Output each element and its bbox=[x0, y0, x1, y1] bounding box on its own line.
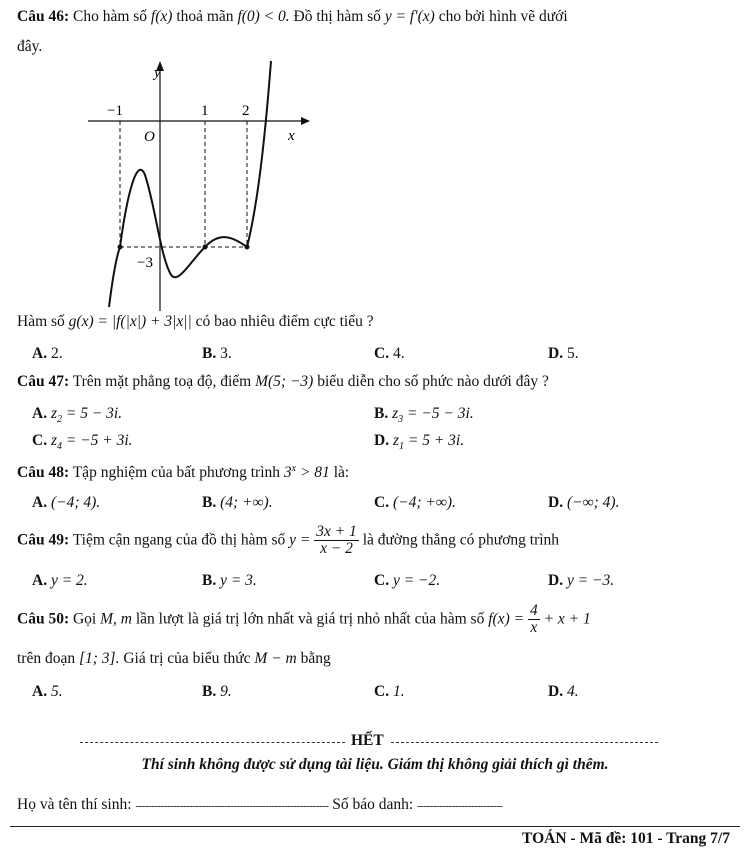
q48-option-a[interactable]: A. (−4; 4). bbox=[32, 494, 101, 511]
q50-fraction bbox=[528, 603, 540, 637]
q47-option-d[interactable]: D. $z_1 = 5 + 3i$. bbox=[374, 432, 465, 453]
q50-option-d[interactable]: D. 4. bbox=[548, 683, 579, 700]
candidate-info bbox=[17, 796, 502, 814]
q46-option-b[interactable]: B. 3. bbox=[202, 345, 232, 362]
q49-option-c[interactable]: C. y = −2. bbox=[374, 572, 441, 589]
q47-label: Câu 47: bbox=[17, 373, 70, 390]
y-axis-label: y bbox=[154, 65, 161, 81]
q46-deriv: y = f′(x) bbox=[384, 8, 435, 25]
q50-option-c[interactable]: C. 1. bbox=[374, 683, 405, 700]
q49-option-a[interactable]: A. y = 2. bbox=[32, 572, 88, 589]
tick-minus3: −3 bbox=[137, 255, 153, 271]
q50-denominator: x bbox=[530, 619, 538, 637]
q48-ineq: > 81 bbox=[296, 464, 330, 482]
footer-line bbox=[10, 826, 740, 827]
q46-cond: f(0) < 0. bbox=[237, 8, 290, 25]
q50-text-d: Giá trị của biểu thức bbox=[123, 650, 251, 667]
q47-text-b: biểu diễn cho số phức nào dưới đây ? bbox=[317, 373, 549, 390]
q46-fx: f(x) bbox=[150, 8, 173, 25]
origin-label: O bbox=[144, 129, 155, 145]
q46-question bbox=[17, 313, 374, 331]
point-1 bbox=[203, 245, 208, 250]
tick-2: 2 bbox=[242, 103, 250, 119]
q49-label: Câu 49: bbox=[17, 531, 70, 549]
q49-fraction bbox=[314, 524, 359, 558]
q46-text-d: cho bởi hình vẽ dưới bbox=[438, 8, 568, 25]
q48-option-b[interactable]: B. (4; +∞). bbox=[202, 494, 273, 511]
q48-exp: x bbox=[291, 463, 297, 474]
q49-option-b[interactable]: B. y = 3. bbox=[202, 572, 257, 589]
q46-stem-line1 bbox=[17, 8, 568, 26]
q50-text-c: trên đoạn bbox=[17, 650, 76, 667]
q48-text-b: là: bbox=[333, 464, 350, 482]
q49-option-d[interactable]: D. y = −3. bbox=[548, 572, 615, 589]
x-axis-label: x bbox=[288, 128, 295, 144]
q50-stem-line1 bbox=[17, 603, 591, 637]
q47-point: M(5; −3) bbox=[255, 373, 314, 390]
q46-option-c[interactable]: C. 4. bbox=[374, 345, 405, 362]
name-label: Họ và tên thí sinh: bbox=[17, 796, 132, 813]
q50-text-e: bằng bbox=[300, 650, 331, 667]
q50-interval: [1; 3]. bbox=[78, 650, 120, 667]
point-minus1 bbox=[118, 245, 123, 250]
end-rule-right bbox=[391, 742, 658, 743]
q48-text-a: Tập nghiệm của bất phương trình bbox=[72, 464, 281, 482]
sbd-label: Số báo danh: bbox=[332, 796, 414, 813]
q50-label: Câu 50: bbox=[17, 610, 70, 628]
q49-denominator: x − 2 bbox=[320, 540, 353, 558]
footer-text: TOÁN - Mã đề: 101 - Trang 7/7 bbox=[522, 830, 730, 847]
derivative-graph bbox=[85, 55, 315, 313]
q48-base: 3 bbox=[283, 464, 292, 482]
q47-option-a[interactable]: A. $z_2 = 5 - 3i$. bbox=[32, 405, 123, 426]
end-note: Thí sinh không được sử dụng tài liệu. Giám thị không giải thích gì thêm. bbox=[141, 756, 609, 773]
q50-text-a: Gọi bbox=[72, 610, 97, 628]
q49-numerator: 3x + 1 bbox=[316, 523, 357, 540]
q50-vars: M, m bbox=[100, 610, 132, 628]
end-rule-left bbox=[80, 742, 345, 743]
q49-lhs: y = bbox=[289, 531, 311, 549]
end-title: HẾT bbox=[351, 732, 384, 749]
q47-text-a: Trên mặt phẳng toạ độ, điểm bbox=[72, 373, 252, 390]
q47-stem bbox=[17, 373, 549, 391]
tick-1: 1 bbox=[201, 103, 209, 119]
q48-option-d[interactable]: D. (−∞; 4). bbox=[548, 494, 620, 511]
q50-option-a[interactable]: A. 5. bbox=[32, 683, 63, 700]
x-axis-arrow bbox=[301, 117, 310, 125]
q46-text-b: thoả mãn bbox=[176, 8, 234, 25]
q50-numerator: 4 bbox=[529, 602, 538, 619]
q48-option-c[interactable]: C. (−4; +∞). bbox=[374, 494, 456, 511]
q47-option-c[interactable]: C. $z_4 = -5 + 3i$. bbox=[32, 432, 133, 453]
q46-option-d[interactable]: D. 5. bbox=[548, 345, 579, 362]
q49-text-a: Tiệm cận ngang của đồ thị hàm số bbox=[72, 531, 286, 549]
q49-text-b: là đường thẳng có phương trình bbox=[362, 531, 560, 549]
q50-f-rhs: + x + 1 bbox=[543, 610, 591, 628]
q46-text-a: Cho hàm số bbox=[72, 8, 148, 25]
sbd-blank: --------------------------- bbox=[417, 800, 503, 812]
q48-stem bbox=[17, 463, 349, 482]
q46-g-expr: g(x) = |f(|x|) + 3|x|| bbox=[68, 313, 192, 330]
q48-label: Câu 48: bbox=[17, 464, 70, 482]
q46-question-b: có bao nhiêu điểm cực tiểu ? bbox=[195, 313, 374, 330]
point-2 bbox=[245, 245, 250, 250]
q50-stem-line2 bbox=[17, 650, 331, 668]
q50-option-b[interactable]: B. 9. bbox=[202, 683, 232, 700]
q50-expr: M − m bbox=[254, 650, 297, 667]
q46-question-a: Hàm số bbox=[17, 313, 65, 330]
q50-f-lhs: f(x) = bbox=[488, 610, 525, 628]
q46-option-a[interactable]: A. 2. bbox=[32, 345, 63, 362]
q46-text-c: Đồ thị hàm số bbox=[293, 8, 381, 25]
q49-stem bbox=[17, 524, 559, 558]
q50-text-b: lần lượt là giá trị lớn nhất và giá trị nhỏ nhất của hàm số bbox=[135, 610, 485, 628]
q47-option-b[interactable]: B. $z_3 = -5 - 3i$. bbox=[374, 405, 474, 426]
q46-label: Câu 46: bbox=[17, 8, 70, 25]
q46-stem-line2: đây. bbox=[17, 38, 43, 55]
name-blank: ------------------------------------------------------------- bbox=[135, 800, 329, 812]
tick-minus1: −1 bbox=[107, 103, 123, 119]
